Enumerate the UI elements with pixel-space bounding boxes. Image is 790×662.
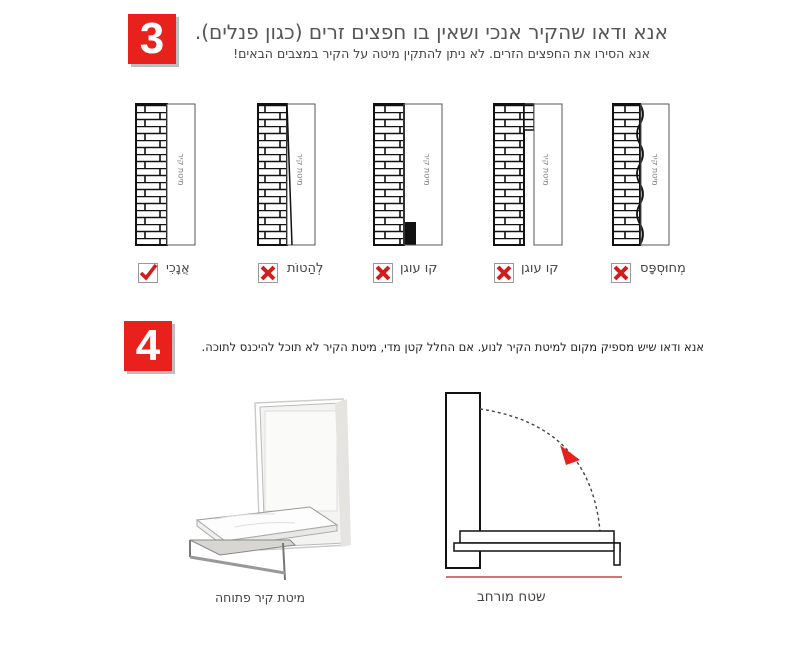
option-label-tilted: לְהַטוֹת <box>287 261 324 276</box>
caption-extended-space: שטח מורחב <box>477 589 546 605</box>
step-4-badge: 4 <box>124 321 172 371</box>
cross-icon <box>611 263 631 283</box>
wall-rough <box>613 104 669 245</box>
check-icon <box>138 263 158 283</box>
open-wall-bed-illustration <box>185 395 360 585</box>
option-label-anchor-1: קו עוגן <box>400 261 438 276</box>
wall-vertical <box>136 104 195 245</box>
option-label-vertical: אֲנָכִי <box>166 261 190 276</box>
cross-icon <box>494 263 514 283</box>
step-4-text: אנא ודאו שיש מספיק מקום למיטת הקיר לנוע. אם החלל קטן מדי, מיטת הקיר לא תוכל להיכנס לתוכה. <box>201 340 704 354</box>
panel-label-1: מיטת קיר <box>176 153 186 186</box>
wall-tilted <box>258 104 315 245</box>
step-3-title: אנא ודאו שהקיר אנכי ושאין בו חפצים זרים (כגון פנלים). <box>194 20 668 44</box>
cross-icon <box>258 263 278 283</box>
caption-open-bed: מיטת קיר פתוחה <box>215 590 306 605</box>
wall-anchor-top <box>494 104 562 245</box>
cross-icon <box>373 263 393 283</box>
panel-label-4: מיטת קיר <box>541 153 551 186</box>
panel-label-2: מיטת קיר <box>295 153 305 186</box>
option-label-anchor-2: קו עוגן <box>521 261 559 276</box>
panel-label-3: מיטת קיר <box>422 153 432 186</box>
panel-label-5: מיטת קיר <box>650 153 660 186</box>
step-3-subtitle: אנא הסירו את החפצים הזרים. לא ניתן להתקין מיטה על הקיר במצבים הבאים! <box>233 46 650 61</box>
wall-anchor-step <box>374 104 442 245</box>
wall-conditions-diagram <box>0 0 790 330</box>
swing-space-diagram <box>440 385 630 585</box>
option-label-rough: מְחוּסְפָּס <box>640 261 686 276</box>
step-3-badge: 3 <box>128 14 176 64</box>
